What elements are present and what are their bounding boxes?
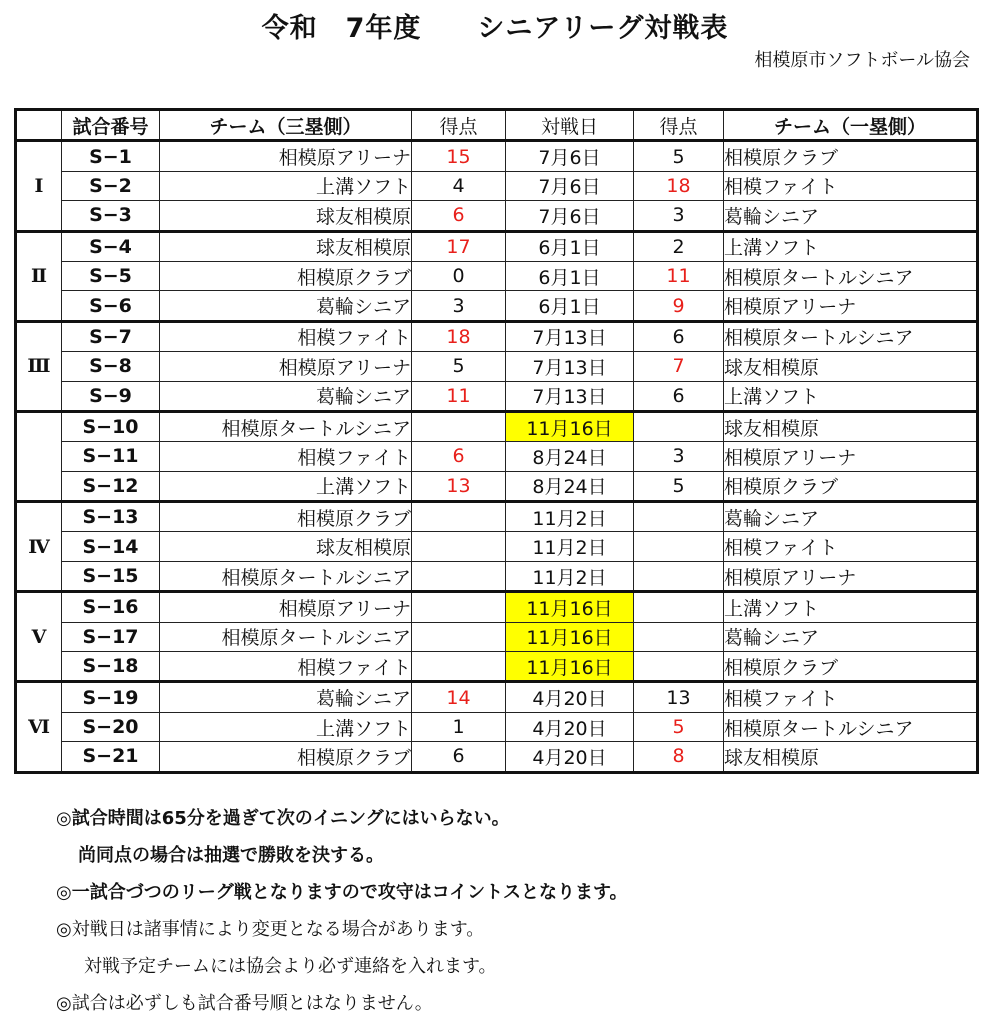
table-row (16, 502, 978, 532)
match-number: S−16 (62, 592, 160, 622)
group-label: Ⅵ (16, 682, 62, 772)
note-line: ◎試合時間は65分を過ぎて次のイニングにはいらない。 (56, 808, 510, 829)
score-away: 9 (634, 291, 724, 321)
score-away: 7 (634, 352, 724, 381)
match-date: 7月13日 (506, 381, 634, 411)
score-home (412, 561, 506, 591)
table-row (16, 682, 978, 712)
match-date: 6月1日 (506, 291, 634, 321)
score-home (412, 592, 506, 622)
score-home (412, 411, 506, 441)
score-away: 3 (634, 442, 724, 471)
score-home: 13 (412, 471, 506, 501)
score-away (634, 622, 724, 651)
match-number: S−20 (62, 712, 160, 741)
table-row (16, 411, 978, 441)
team-third-base: 上溝ソフト (160, 171, 412, 200)
team-first-base: 上溝ソフト (724, 381, 978, 411)
table-row (16, 561, 978, 591)
group-label: Ⅳ (16, 502, 62, 592)
page-title: 令和 7年度 シニアリーグ対戦表 (261, 13, 729, 44)
score-home (412, 622, 506, 651)
score-home: 15 (412, 141, 506, 171)
match-date: 11月16日 (506, 622, 634, 651)
match-date: 11月16日 (506, 652, 634, 682)
match-date: 8月24日 (506, 442, 634, 471)
table-row (16, 712, 978, 741)
match-date: 11月16日 (506, 592, 634, 622)
table-row (16, 231, 978, 261)
score-away: 5 (634, 712, 724, 741)
score-away: 6 (634, 381, 724, 411)
note-line: 尚同点の場合は抽選で勝敗を決する。 (78, 845, 384, 866)
organization-name: 相模原市ソフトボール協会 (754, 50, 970, 71)
team-third-base: 葛輪シニア (160, 291, 412, 321)
table-row (16, 201, 978, 231)
team-third-base: 相模ファイト (160, 652, 412, 682)
team-first-base: 相模原タートルシニア (724, 321, 978, 351)
group-label: Ⅲ (16, 321, 62, 411)
team-third-base: 相模原アリーナ (160, 592, 412, 622)
table-row (16, 442, 978, 471)
table-row (16, 622, 978, 651)
match-date: 4月20日 (506, 712, 634, 741)
team-third-base: 相模ファイト (160, 321, 412, 351)
score-away (634, 561, 724, 591)
team-first-base: 相模原クラブ (724, 141, 978, 171)
score-home: 1 (412, 712, 506, 741)
team-first-base: 相模原クラブ (724, 471, 978, 501)
score-away: 5 (634, 141, 724, 171)
match-number: S−18 (62, 652, 160, 682)
match-date: 7月6日 (506, 171, 634, 200)
score-away: 18 (634, 171, 724, 200)
table-row (16, 321, 978, 351)
score-away: 8 (634, 742, 724, 772)
header-group (16, 110, 62, 141)
header-match-date: 対戦日 (506, 110, 634, 141)
team-third-base: 相模原タートルシニア (160, 622, 412, 651)
table-row (16, 652, 978, 682)
match-date: 7月13日 (506, 352, 634, 381)
team-third-base: 相模原クラブ (160, 261, 412, 290)
team-third-base: 相模原タートルシニア (160, 411, 412, 441)
team-third-base: 球友相模原 (160, 201, 412, 231)
note-line: ◎対戦日は諸事情により変更となる場合があります。 (56, 919, 485, 940)
match-number: S−3 (62, 201, 160, 231)
team-first-base: 球友相模原 (724, 742, 978, 772)
schedule-body (16, 141, 978, 772)
team-first-base: 相模原アリーナ (724, 442, 978, 471)
header-score-home: 得点 (412, 110, 506, 141)
team-first-base: 相模原アリーナ (724, 561, 978, 591)
match-number: S−8 (62, 352, 160, 381)
team-first-base: 相模ファイト (724, 171, 978, 200)
table-row (16, 471, 978, 501)
score-home (412, 652, 506, 682)
score-away: 13 (634, 682, 724, 712)
team-third-base: 相模原クラブ (160, 502, 412, 532)
score-away (634, 592, 724, 622)
table-row (16, 352, 978, 381)
match-number: S−5 (62, 261, 160, 290)
header-score-away: 得点 (634, 110, 724, 141)
header-match-number: 試合番号 (62, 110, 160, 141)
score-home (412, 502, 506, 532)
group-label: Ⅴ (16, 592, 62, 682)
match-number: S−21 (62, 742, 160, 772)
match-number: S−4 (62, 231, 160, 261)
team-third-base: 相模原アリーナ (160, 352, 412, 381)
team-third-base: 相模原タートルシニア (160, 561, 412, 591)
team-first-base: 相模ファイト (724, 682, 978, 712)
team-first-base: 相模原タートルシニア (724, 261, 978, 290)
group-label (16, 411, 62, 501)
match-number: S−7 (62, 321, 160, 351)
group-label: Ⅱ (16, 231, 62, 321)
team-first-base: 球友相模原 (724, 411, 978, 441)
team-third-base: 球友相模原 (160, 231, 412, 261)
score-home: 6 (412, 201, 506, 231)
note-line: ◎試合は必ずしも試合番号順とはなりません。 (56, 993, 433, 1014)
score-home: 5 (412, 352, 506, 381)
score-away: 11 (634, 261, 724, 290)
match-date: 11月16日 (506, 411, 634, 441)
team-first-base: 球友相模原 (724, 352, 978, 381)
group-label: Ⅰ (16, 141, 62, 231)
team-third-base: 上溝ソフト (160, 712, 412, 741)
score-away: 5 (634, 471, 724, 501)
score-away: 2 (634, 231, 724, 261)
team-third-base: 相模ファイト (160, 442, 412, 471)
table-row (16, 742, 978, 772)
score-home: 6 (412, 742, 506, 772)
score-home: 14 (412, 682, 506, 712)
team-first-base: 上溝ソフト (724, 592, 978, 622)
match-number: S−9 (62, 381, 160, 411)
table-row (16, 291, 978, 321)
score-away (634, 502, 724, 532)
match-date: 11月2日 (506, 502, 634, 532)
match-date: 7月6日 (506, 141, 634, 171)
table-header-row (16, 110, 978, 141)
table-row (16, 141, 978, 171)
score-away (634, 532, 724, 561)
match-number: S−2 (62, 171, 160, 200)
match-number: S−13 (62, 502, 160, 532)
score-home: 17 (412, 231, 506, 261)
team-third-base: 球友相模原 (160, 532, 412, 561)
score-home: 4 (412, 171, 506, 200)
team-first-base: 葛輪シニア (724, 502, 978, 532)
team-third-base: 上溝ソフト (160, 471, 412, 501)
match-number: S−17 (62, 622, 160, 651)
team-first-base: 相模原クラブ (724, 652, 978, 682)
match-number: S−1 (62, 141, 160, 171)
table-row (16, 171, 978, 200)
table-row (16, 261, 978, 290)
match-date: 6月1日 (506, 231, 634, 261)
team-first-base: 相模ファイト (724, 532, 978, 561)
team-third-base: 相模原クラブ (160, 742, 412, 772)
score-home: 0 (412, 261, 506, 290)
match-number: S−11 (62, 442, 160, 471)
team-third-base: 葛輪シニア (160, 381, 412, 411)
table-row (16, 592, 978, 622)
match-date: 7月13日 (506, 321, 634, 351)
score-away: 3 (634, 201, 724, 231)
schedule-table (14, 108, 979, 774)
team-third-base: 葛輪シニア (160, 682, 412, 712)
match-number: S−14 (62, 532, 160, 561)
match-date: 4月20日 (506, 742, 634, 772)
match-date: 6月1日 (506, 261, 634, 290)
match-date: 4月20日 (506, 682, 634, 712)
note-line: ◎一試合づつのリーグ戦となりますので攻守はコイントスとなります。 (56, 882, 628, 903)
team-first-base: 相模原アリーナ (724, 291, 978, 321)
score-home: 6 (412, 442, 506, 471)
team-third-base: 相模原アリーナ (160, 141, 412, 171)
match-date: 11月2日 (506, 561, 634, 591)
match-number: S−6 (62, 291, 160, 321)
match-number: S−12 (62, 471, 160, 501)
header-team-third-base: チーム（三塁側） (160, 110, 412, 141)
match-number: S−10 (62, 411, 160, 441)
score-home: 3 (412, 291, 506, 321)
score-home (412, 532, 506, 561)
match-number: S−15 (62, 561, 160, 591)
score-away (634, 652, 724, 682)
match-date: 8月24日 (506, 471, 634, 501)
notes-section (56, 800, 628, 1022)
team-first-base: 相模原タートルシニア (724, 712, 978, 741)
match-date: 7月6日 (506, 201, 634, 231)
team-first-base: 上溝ソフト (724, 231, 978, 261)
score-home: 18 (412, 321, 506, 351)
score-away: 6 (634, 321, 724, 351)
score-home: 11 (412, 381, 506, 411)
team-first-base: 葛輪シニア (724, 201, 978, 231)
note-line: 対戦予定チームには協会より必ず連絡を入れます。 (84, 956, 497, 977)
match-date: 11月2日 (506, 532, 634, 561)
header-team-first-base: チーム（一塁側） (724, 110, 978, 141)
table-row (16, 381, 978, 411)
score-away (634, 411, 724, 441)
team-first-base: 葛輪シニア (724, 622, 978, 651)
match-number: S−19 (62, 682, 160, 712)
table-row (16, 532, 978, 561)
